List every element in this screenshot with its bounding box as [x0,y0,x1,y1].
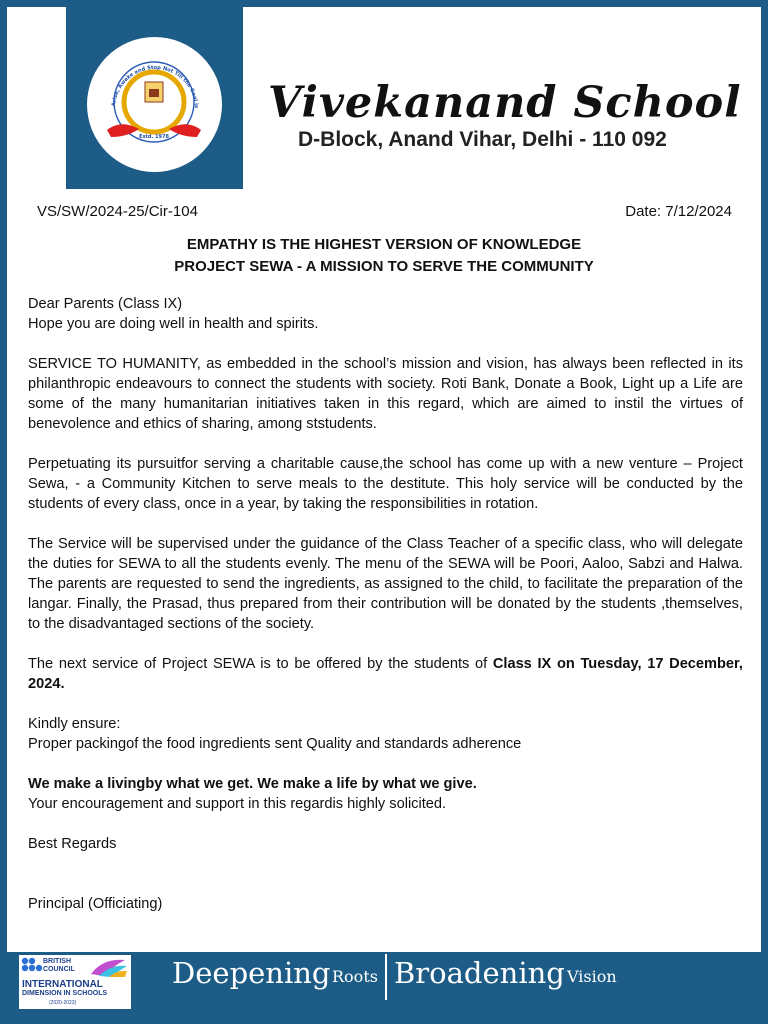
paragraph-service-details: The Service will be supervised under the guidance of the Class Teacher of a specific class, who will delegate the duties for SEWA to all the students evenly. The menu of the SEWA will be Poori, Aaloo, Sabzi and Halwa. The parents are requested to send the ingredients, as assigned to the child, to facilitate the preparation of the langar. Finally, the Prasad, thus prepared from their contribution will be donated by the students ,themselves, to the disadvantaged sections of the society. [28,536,743,632]
signatory: Principal (Officiating) [28,896,163,912]
circular-date: Date: 7/12/2024 [625,203,732,220]
ensure-items: Proper packingof the food ingredients sent Quality and standards adherence [28,736,522,752]
bc-line-2: INTERNATIONAL [22,979,103,990]
tagline-roots: Roots [332,967,378,986]
motto-text: We make a livingby what we get. We make a life by what we give. [28,776,477,792]
next-service-date: Class IX on Tuesday, 17 December, 2024. [28,656,743,692]
svg-text:Arise, Awake and Stop Not Till: Arise, Awake and Stop Not Till the Goal is [111,64,200,109]
circular-reference: VS/SW/2024-25/Cir-104 [37,203,198,220]
svg-text:Estd. 1978: Estd. 1978 [139,134,169,140]
paragraph-mission: SERVICE TO HUMANITY, as embedded in the school’s mission and vision, has always been reflected in its philanthropic endeavours to connect the students with society. Roti Bank, Donate a Book, Light up a Life are some of the many humanitarian initiatives taken in this regard, which are aimed to instil the virtues of benevolence and ethics of sharing, among ststudents. [28,356,743,432]
paragraph-project-sewa: Perpetuating its pursuitfor serving a charitable cause,the school has come up with a new venture – Project Sewa, - a Community Kitchen to serve meals to the destitute. This holy service will be conducted by the students of every class, once in a year, by taking the responsibilities in rotation. [28,456,743,512]
motto [28,774,743,794]
school-logo [87,37,222,172]
colour-swoosh-icon [89,956,129,978]
logo-panel [66,0,243,189]
next-service-text: The next service of Project SEWA is to be offered by the students of [28,656,493,672]
tagline-divider [385,954,387,1000]
tagline-broadening: Broadening [394,956,565,990]
british-council-dots-icon [21,957,43,977]
bc-line-4: (2020-2023) [49,1000,77,1006]
greeting: Hope you are doing well in health and spirits. [28,316,319,332]
salutation: Dear Parents (Class IX) [28,296,183,312]
tagline-deepening: Deepening [172,956,331,990]
bc-line-1: BRITISH COUNCIL [43,958,75,973]
school-name: Vivekanand School [268,78,742,128]
british-council-logo [19,955,131,1009]
school-address: D-Block, Anand Vihar, Delhi - 110 092 [298,128,667,151]
bc-line-3: DIMENSION IN SCHOOLS [22,990,108,997]
support-line: Your encouragement and support in this regardis highly solicited. [28,796,447,812]
circular-heading-1: EMPATHY IS THE HIGHEST VERSION OF KNOWLEDGE [186,236,582,253]
paragraph-next-service [28,654,743,694]
tagline-vision: Vision [567,967,617,986]
letter-body [28,294,743,934]
circular-heading-2: PROJECT SEWA - A MISSION TO SERVE THE COMMUNITY [174,258,594,275]
footer-banner [0,952,768,1024]
ensure-title: Kindly ensure: [28,716,121,732]
closing: Best Regards [28,836,117,852]
